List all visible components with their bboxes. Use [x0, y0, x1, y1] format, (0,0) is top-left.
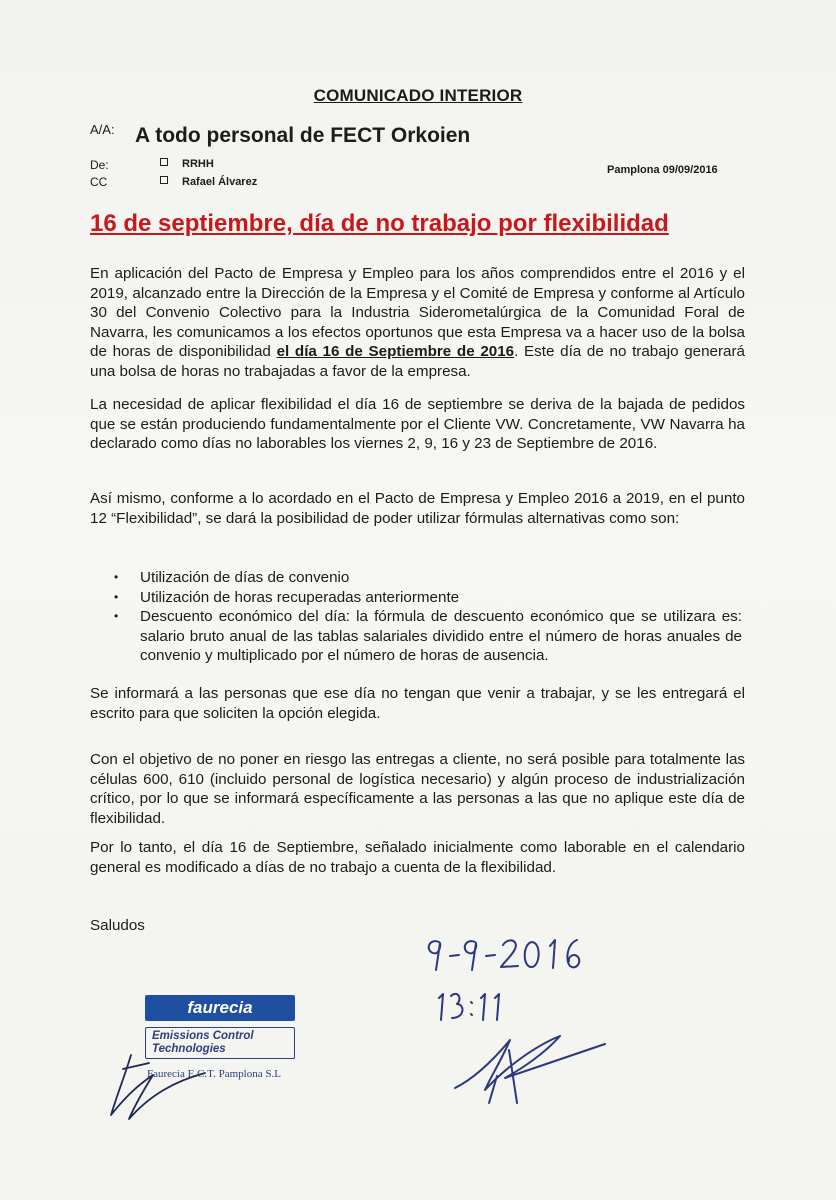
cc-item	[160, 176, 257, 188]
stamp-signature	[95, 995, 315, 1125]
company-stamp	[95, 995, 315, 1125]
paragraph-6: Por lo tanto, el día 16 de Septiembre, señalado inicialmente como laborable en el calendario general es modificado a días de no trabajo a cuenta de la flexibilidad.	[90, 839, 745, 876]
bullet-icon: •	[114, 570, 119, 584]
options-list	[112, 568, 742, 666]
from-value: RRHH	[182, 158, 214, 170]
document-title: COMUNICADO INTERIOR	[313, 86, 523, 105]
list-item-text: Utilización de horas recuperadas anteriormente	[140, 588, 460, 606]
paragraph-1-text: En aplicación del Pacto de Empresa y Empleo para los años comprendidos entre el 2016 y el 2019, alcanzado entre la Dirección de la Empresa y el Comité de Empresa y conforme al Artículo 30 del Convenio Colectivo para la Industria Siderometalúrgica de la Comunidad Foral de Navarra, les comunicamos a los efectos oportunos que esta Empresa va a hacer uso de la bolsa de horas de disponibilidad	[90, 265, 745, 360]
place-date: Pamplona 09/09/2016	[607, 164, 718, 176]
from-label: De:	[90, 158, 109, 172]
stamp-company-name: Faurecia E.C.T. Pamplona S.L	[147, 1068, 281, 1080]
cc-value: Rafael Álvarez	[182, 176, 258, 188]
list-item	[112, 607, 742, 666]
list-item	[112, 588, 742, 608]
cc-label: CC	[90, 175, 108, 189]
paragraph-4: Se informará a las personas que ese día no tengan que venir a trabajar, y se les entregará el escrito para que soliciten la opción elegida.	[90, 685, 745, 722]
salutation: Saludos	[90, 917, 145, 934]
paragraph-1	[90, 264, 745, 381]
paragraph-2: La necesidad de aplicar flexibilidad el día 16 de septiembre se deriva de la bajada de pedidos que se están produciendo fundamentalmente por el Cliente VW. Concretamente, VW Navarra ha declarado como días no laborables los viernes 2, 9, 16 y 23 de Septiembre de 2016.	[90, 396, 745, 452]
recipient: A todo personal de FECT Orkoien	[135, 124, 471, 147]
checkbox-icon	[160, 176, 168, 184]
to-label: A/A:	[90, 122, 115, 137]
from-item	[160, 158, 214, 170]
paragraph-3: Así mismo, conforme a lo acordado en el Pacto de Empresa y Empleo 2016 a 2019, en el punto 12 “Flexibilidad”, se dará la posibilidad de poder utilizar fórmulas alternativas como son:	[90, 490, 745, 527]
bullet-icon: •	[114, 609, 119, 623]
faurecia-logo: faurecia	[145, 995, 295, 1021]
paragraph-5: Con el objetivo de no poner en riesgo las entregas a cliente, no será posible para totalmente las células 600, 610 (incluido personal de logística necesario) y algún proceso de industrialización crítico, por lo que se informará específicamente a las personas a las que no aplique este día de flexibilidad.	[90, 751, 745, 827]
stamp-line-2: Technologies	[152, 1043, 226, 1055]
headline: 16 de septiembre, día de no trabajo por flexibilidad	[90, 210, 669, 237]
paragraph-1-text-end: . Este día de no trabajo generará una bolsa de horas no trabajadas a favor de la empresa.	[90, 343, 745, 380]
list-item-text: Descuento económico del día: la fórmula de descuento económico que se utilizara es: salario bruto anual de las tablas salariales dividido entre el número de horas anuales de convenio y multiplicado por el número de horas de ausencia.	[140, 608, 742, 664]
checkbox-icon	[160, 158, 168, 166]
bullet-icon: •	[114, 589, 119, 604]
handwritten-signature	[405, 928, 645, 1108]
paragraph-1-date: el día 16 de Septiembre de 2016	[276, 343, 515, 360]
list-item	[112, 568, 742, 588]
stamp-line-1: Emissions Control	[152, 1030, 254, 1042]
list-item-text: Utilización de días de convenio	[140, 569, 350, 586]
